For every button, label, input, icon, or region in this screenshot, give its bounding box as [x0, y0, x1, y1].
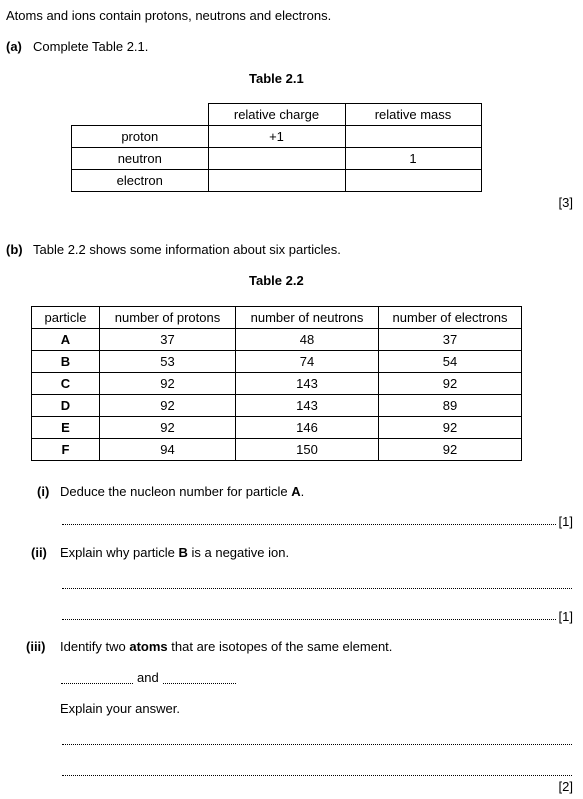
q-i-answer-line[interactable]: [62, 524, 556, 525]
protons-cell: 92: [100, 373, 236, 395]
neutron-charge-answer-cell[interactable]: [208, 148, 345, 170]
q-ii-answer-line-1[interactable]: [62, 588, 572, 589]
q-iii-text-before: Identify two: [60, 639, 130, 654]
q-ii-label: (ii): [31, 545, 47, 560]
q-i-text: [60, 484, 304, 500]
header-protons: number of protons: [100, 307, 236, 329]
q-iii-text-after: that are isotopes of the same element.: [167, 639, 393, 654]
table-row: [32, 439, 522, 461]
q-ii-text-after: is a negative ion.: [187, 545, 290, 560]
table-row: [72, 148, 482, 170]
particle-cell: C: [32, 373, 100, 395]
particle-cell: E: [32, 417, 100, 439]
electron-mass-answer-cell[interactable]: [345, 170, 481, 192]
neutrons-cell: 74: [236, 351, 379, 373]
table-2-1: [71, 103, 482, 192]
electron-charge-answer-cell[interactable]: [208, 170, 345, 192]
neutrons-cell: 48: [236, 329, 379, 351]
part-a-label: (a): [6, 39, 22, 54]
electrons-cell: 89: [379, 395, 522, 417]
q-i-marks: [1]: [558, 514, 573, 529]
electrons-cell: 92: [379, 439, 522, 461]
q-iii-text: [60, 639, 392, 655]
table-2-2: [31, 306, 522, 461]
neutrons-cell: 146: [236, 417, 379, 439]
electrons-cell: 92: [379, 373, 522, 395]
header-neutrons: number of neutrons: [236, 307, 379, 329]
q-i-bold: A: [291, 484, 301, 499]
q-ii-answer-line-2[interactable]: [62, 619, 556, 620]
table-2-2-header-row: [32, 307, 522, 329]
protons-cell: 53: [100, 351, 236, 373]
electrons-cell: 54: [379, 351, 522, 373]
q-ii-marks: [1]: [558, 609, 573, 624]
proton-mass-answer-cell[interactable]: [345, 126, 481, 148]
table-row: [72, 126, 482, 148]
q-i-text-after: .: [300, 484, 305, 499]
table-2-1-header-row: [72, 104, 482, 126]
protons-cell: 92: [100, 417, 236, 439]
protons-cell: 37: [100, 329, 236, 351]
part-a-marks: [3]: [558, 195, 573, 210]
row-label: proton: [72, 126, 209, 148]
table-2-2-title: Table 2.2: [249, 273, 304, 288]
particle-cell: B: [32, 351, 100, 373]
q-iii-answer-line-2[interactable]: [62, 775, 572, 776]
row-label: neutron: [72, 148, 209, 170]
q-i-text-before: Deduce the nucleon number for particle: [60, 484, 292, 499]
neutrons-cell: 143: [236, 395, 379, 417]
particle-cell: F: [32, 439, 100, 461]
q-iii-bold: atoms: [129, 639, 168, 654]
table-row: [32, 395, 522, 417]
protons-cell: 94: [100, 439, 236, 461]
q-ii-bold: B: [178, 545, 188, 560]
protons-cell: 92: [100, 395, 236, 417]
q-iii-answer-line-1[interactable]: [62, 744, 572, 745]
header-relative-mass: relative mass: [345, 104, 481, 126]
part-b-label: (b): [6, 242, 23, 257]
q-iii-marks: [2]: [558, 779, 573, 794]
part-b-instruction: Table 2.2 shows some information about six particles.: [33, 242, 341, 257]
neutrons-cell: 143: [236, 373, 379, 395]
q-ii-text-before: Explain why particle: [60, 545, 179, 560]
q-iii-label: (iii): [26, 639, 46, 654]
table-2-1-corner: [72, 104, 209, 126]
particle-cell: D: [32, 395, 100, 417]
table-row: [32, 373, 522, 395]
q-i-label: (i): [37, 484, 50, 499]
header-particle: particle: [32, 307, 100, 329]
q-iii-and: and: [137, 670, 159, 685]
electrons-cell: 92: [379, 417, 522, 439]
electrons-cell: 37: [379, 329, 522, 351]
q-iii-atom-2-line[interactable]: [163, 683, 236, 684]
table-row: [72, 170, 482, 192]
q-iii-atom-1-line[interactable]: [61, 683, 133, 684]
table-row: [32, 351, 522, 373]
q-iii-explain: Explain your answer.: [60, 701, 180, 716]
q-ii-text: [60, 545, 289, 561]
neutrons-cell: 150: [236, 439, 379, 461]
neutron-mass-cell: 1: [345, 148, 481, 170]
header-electrons: number of electrons: [379, 307, 522, 329]
row-label: electron: [72, 170, 209, 192]
proton-charge-cell: +1: [208, 126, 345, 148]
table-row: [32, 329, 522, 351]
intro-text: Atoms and ions contain protons, neutrons and electrons.: [6, 8, 332, 23]
table-row: [32, 417, 522, 439]
table-2-1-title: Table 2.1: [249, 71, 304, 86]
particle-cell: A: [32, 329, 100, 351]
header-relative-charge: relative charge: [208, 104, 345, 126]
part-a-instruction: Complete Table 2.1.: [33, 39, 149, 54]
